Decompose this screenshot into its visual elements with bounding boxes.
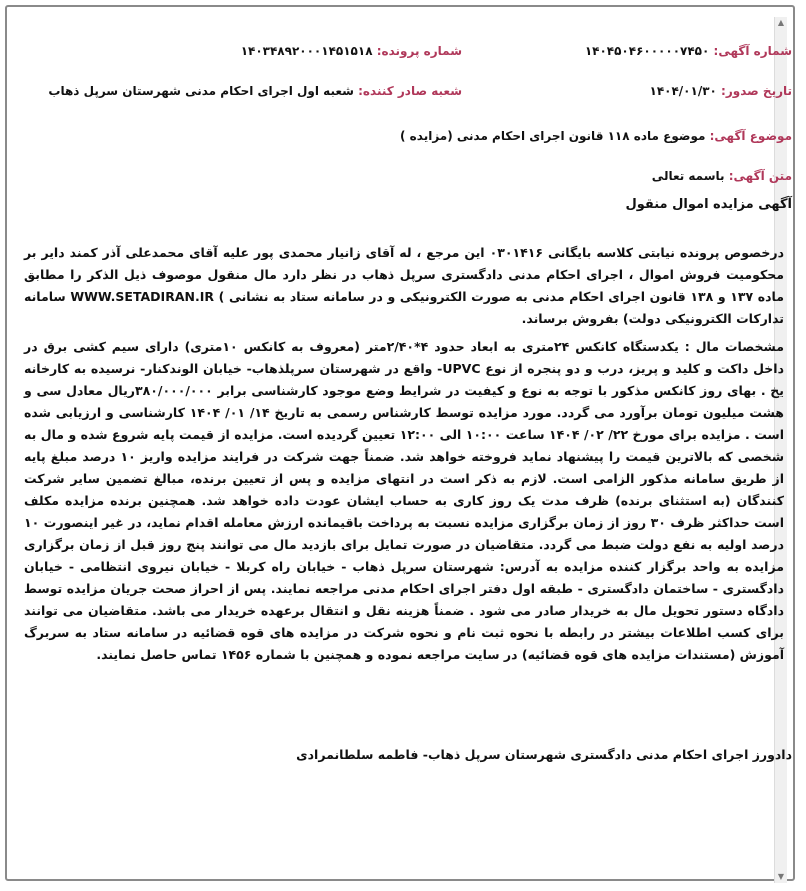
issuer-value: شعبه اول اجرای احکام مدنی شهرستان سرپل ذهاب: [48, 84, 354, 98]
issue-date-value: ۱۴۰۴/۰۱/۳۰: [649, 84, 717, 98]
issuer: [48, 84, 462, 98]
ad-number-label: شماره آگهی:: [713, 44, 792, 58]
text-label: متن آگهی:: [728, 169, 792, 183]
issuer-label: شعبه صادر کننده:: [358, 84, 462, 98]
issue-date: [650, 84, 793, 98]
subject: [400, 129, 792, 143]
scroll-down-icon[interactable]: ▼: [777, 872, 785, 881]
file-number: [241, 44, 462, 58]
paragraph-2: مشخصات مال : یکدستگاه کانکس ۲۴متری به ابعاد حدود ۴*۲/۴۰متر (معروف به کانکس ۱۰متری) دارای سیم کشی برق در داخل داکت و کلید و پریز، درب و دو پنجره از نوع UPVC- واقع در شهرستان سرپلذهاب- خیابان الوندکنار- نرسیده به کارخانه یخ . بهای روز کانکس مذکور با توجه به نوع و کیفیت در شرایط وضع موجود کارشناسی برابر ۳۸۰/۰۰۰/۰۰۰ریال معادل سی و هشت میلیون تومان برآورد می گردد. مورد مزایده توسط کارشناس رسمی به تاریخ ۱۴/ ۰۱/ ۱۴۰۴ کارشناسی و ارزیابی شده است . مزایده برای مورخ ۲۲/ ۰۲/ ۱۴۰۴ ساعت ۱۰:۰۰ الی ۱۲:۰۰ تعیین گردیده است. مزایده از قیمت پایه شروع شده و مال به شخصی که بالاترین قیمت را پیشنهاد نماید فروخته خواهد شد. ضمناً جهت شرکت در فرایند مزایده واریز ۱۰ درصد مبلغ پایه از طریق سامانه مذکور الزامی است. لازم به ذکر است در انتهای مزایده و پس از تعیین برنده، مبالغ تضمین سایر شرکت کنندگان (به استثنای برنده) ظرف مدت یک روز کاری به حساب ایشان عودت داده خواهد شد. همچنین برنده مزایده مکلف است حداکثر ظرف ۳۰ روز از زمان برگزاری مزایده نسبت به پرداخت باقیمانده ارزش معامله اقدام نماید، در غیر اینصورت ۱۰ درصد اولیه به نفع دولت ضبط می گردد. متقاضیان در صورت تمایل برای بازدید مال می توانند پنج روز قبل از زمان برگزاری مزایده به واحد برگزار کننده مزایده به آدرس: شهرستان سرپل ذهاب - خیابان راه کربلا - خیابان نیروی انتظامی - خیابان دادگستری - ساختمان دادگستری - طبقه اول دفتر اجرای احکام مدنی مراجعه نمایند. پس از احراز صحت جریان مزایده توسط دادگاه دستور تحویل مال به خریدار صادر می شود . ضمناً هزینه نقل و انتقال برعهده خریدار می باشد. متقاضیان می توانند برای کسب اطلاعات بیشتر در رابطه با نحوه ثبت نام و نحوه شرکت در مزایده های قوه قضائیه در سامانه ستاد به سربرگ آموزش (مستندات مزایده های قوه قضائیه) در سایت مراجعه نموده و همچنین با شماره ۱۴۵۶ تماس حاصل نمایند.: [24, 339, 785, 662]
ad-number-value: ۱۴۰۴۵۰۴۶۰۰۰۰۰۷۴۵۰: [584, 44, 710, 58]
notice-text-header: [652, 169, 792, 183]
subject-label: موضوع آگهی:: [709, 129, 792, 143]
issue-date-label: تاریخ صدور:: [721, 84, 792, 98]
notice-frame: [5, 5, 795, 881]
file-number-value: ۱۴۰۳۴۸۹۲۰۰۰۱۴۵۱۵۱۸: [240, 44, 373, 58]
ad-number: [585, 44, 792, 58]
signature: دادورز اجرای احکام مدنی دادگستری شهرستان سرپل ذهاب- فاطمه سلطانمرادی: [296, 747, 792, 762]
file-number-label: شماره پرونده:: [376, 44, 462, 58]
text-intro: باسمه تعالی: [651, 169, 725, 183]
notice-body: [24, 242, 784, 666]
scroll-up-icon[interactable]: ▲: [777, 18, 785, 27]
subject-value: موضوع ماده ۱۱۸ قانون اجرای احکام مدنی (مزایده ): [400, 129, 706, 143]
paragraph-1: درخصوص پرونده نیابتی کلاسه بایگانی ۰۳۰۱۴۱۶ این مرجع ، له آقای زانیار محمدی پور علیه آقای محمدعلی آذر کمند دایر بر محکومیت فروش اموال ، اجرای احکام مدنی دادگستری سرپل ذهاب در نظر دارد مال منقول موصوف ذیل الذکر را مطابق ماده ۱۳۷ و ۱۳۸ قانون اجرای احکام مدنی به صورت الکترونیکی و در سامانه ستاد به نشانی ) WWW.SETADIRAN.IR سامانه تدارکات الکترونیکی دولت) بفروش برساند.: [24, 245, 784, 326]
notice-title: آگهی مزایده اموال منقول: [625, 197, 792, 212]
